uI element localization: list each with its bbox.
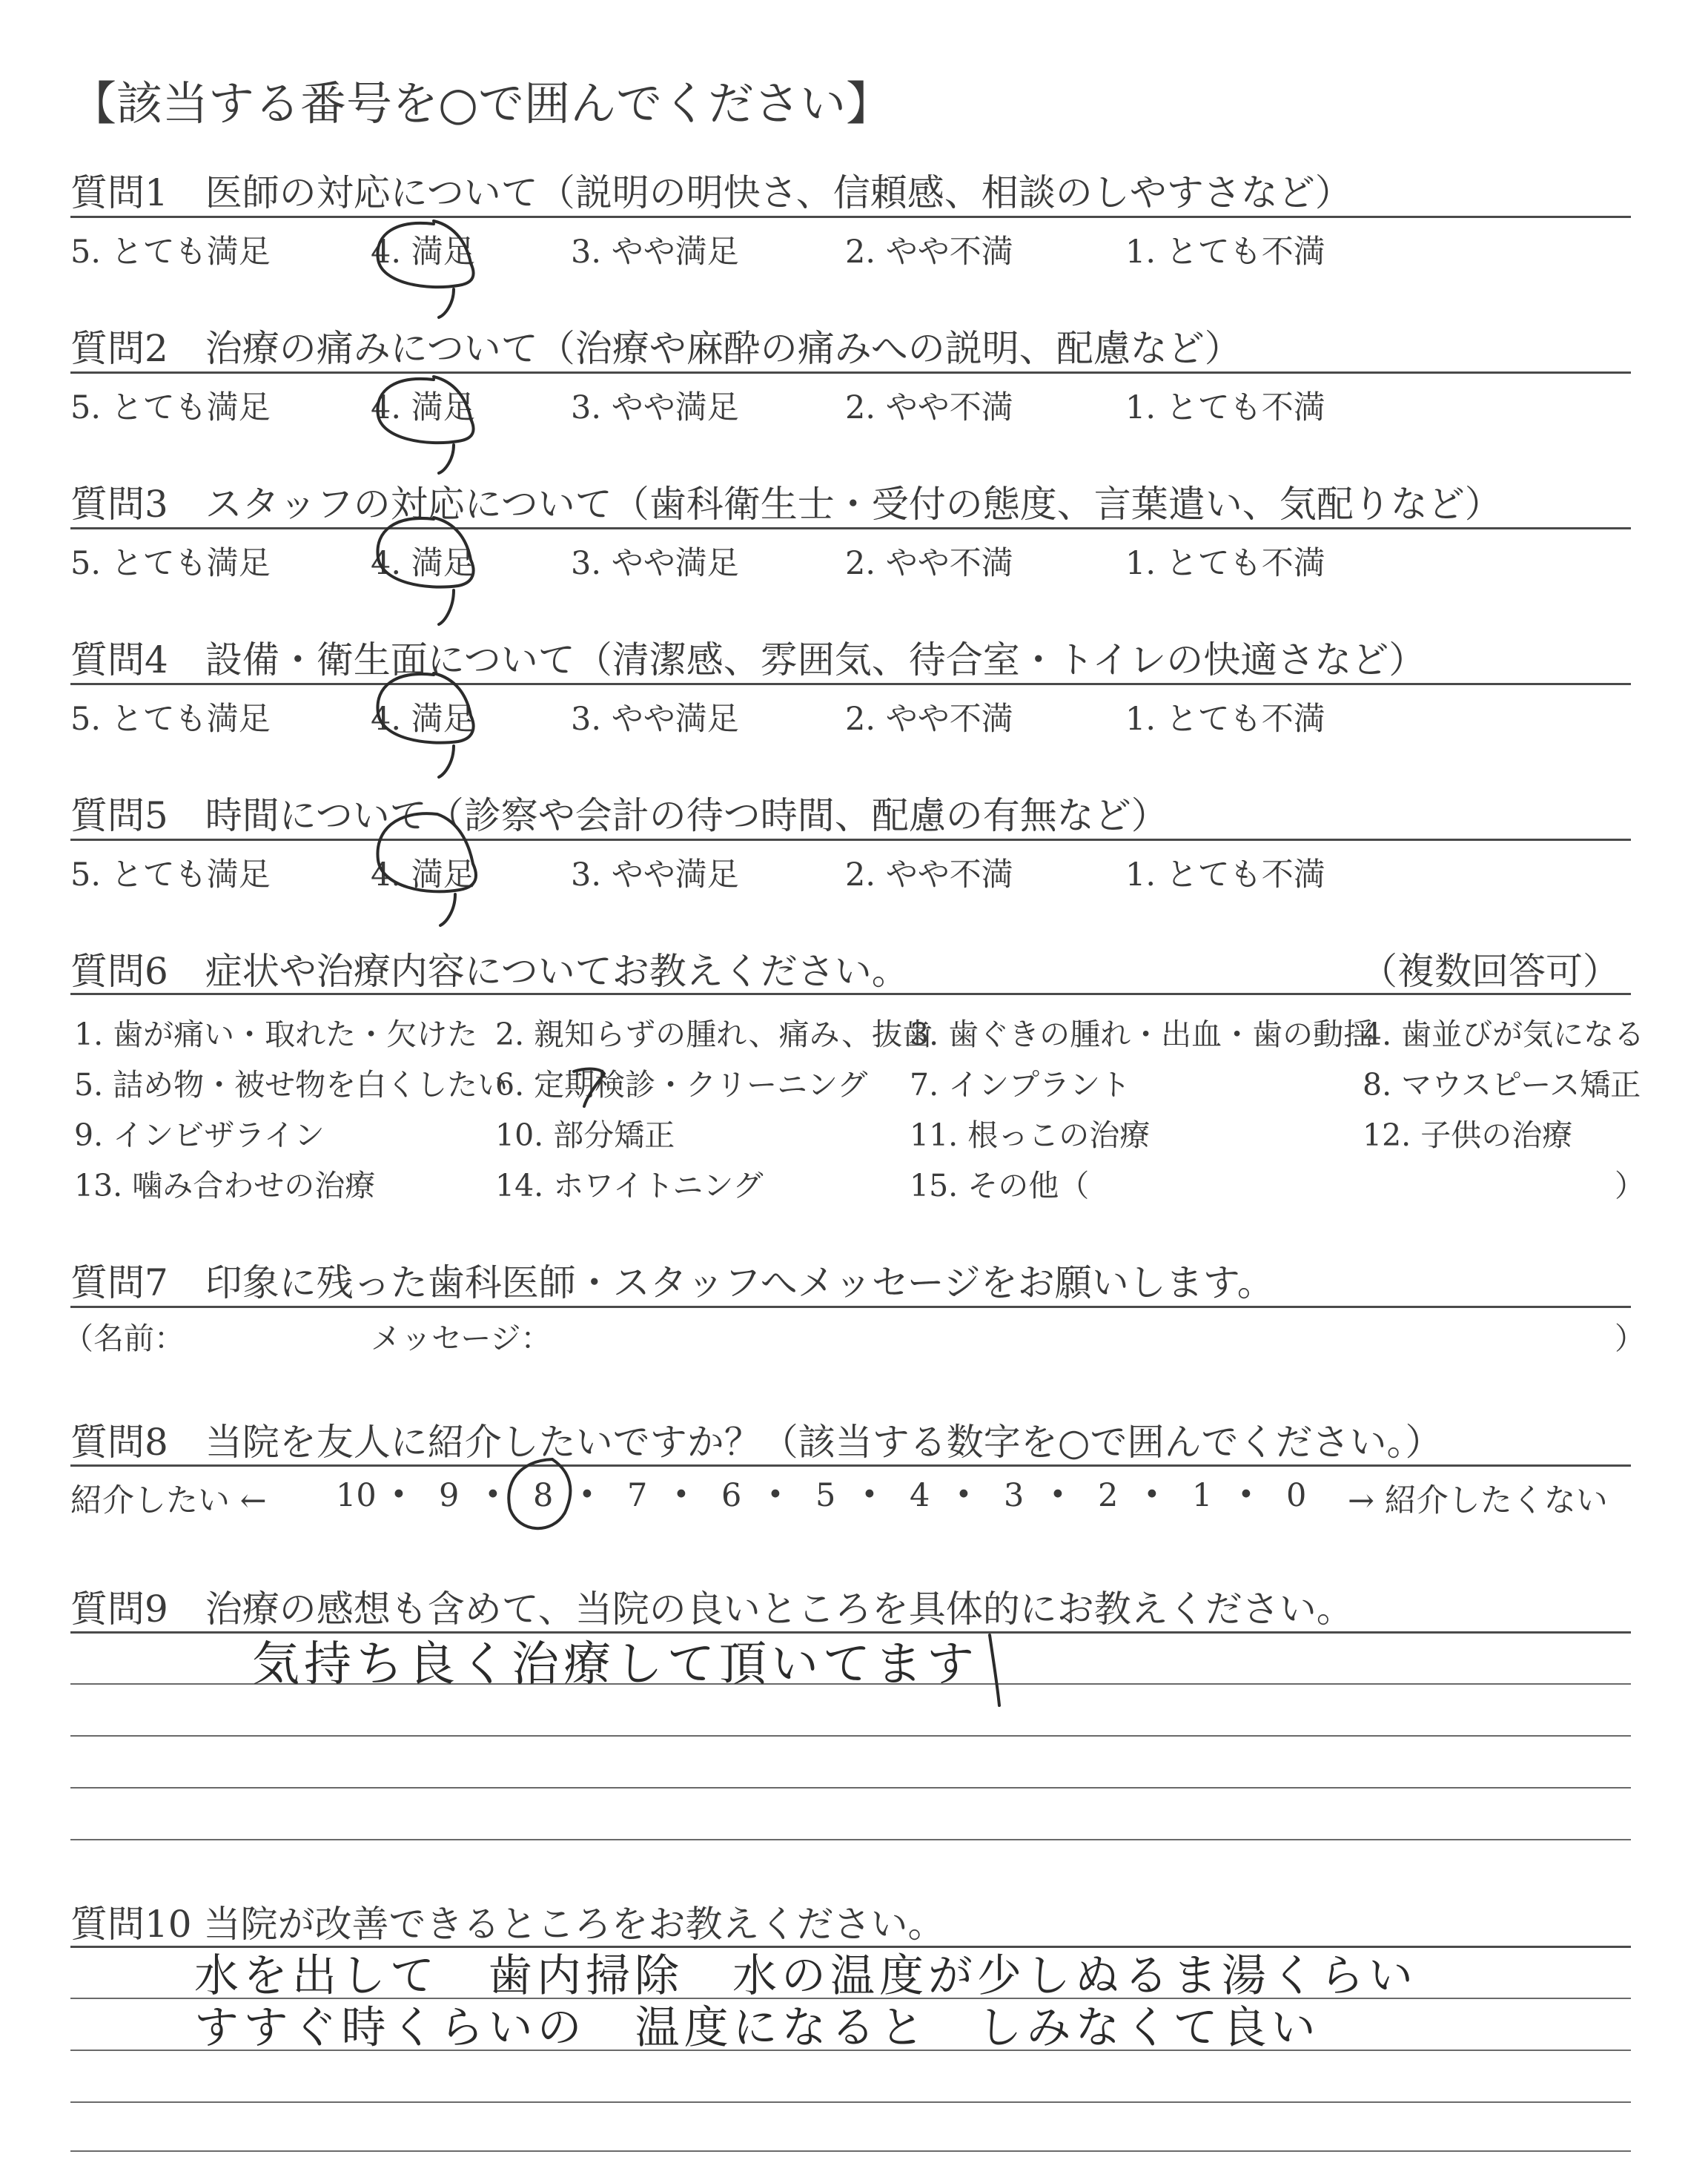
q1-option-5[interactable]: 5. とても満足 bbox=[70, 234, 271, 271]
q3-option-4[interactable]: 4. 満足 bbox=[371, 545, 475, 582]
q6-item-15-close: ） bbox=[1615, 1168, 1645, 1203]
q6-item-1[interactable]: 1. 歯が痛い・取れた・欠けた bbox=[74, 1017, 478, 1052]
question-4-title: 質問4 設備・衛生面について（清潔感、雰囲気、待合室・トイレの快適さなど） bbox=[70, 638, 1426, 681]
q6-item-5[interactable]: 5. 詰め物・被せ物を白くしたい bbox=[74, 1067, 509, 1103]
q4-selection-circle bbox=[377, 673, 473, 777]
q7-close-paren: ） bbox=[1615, 1321, 1645, 1356]
q9-pen-tail bbox=[990, 1635, 999, 1705]
q2-option-5[interactable]: 5. とても満足 bbox=[70, 389, 271, 426]
q4-option-3[interactable]: 3. やや満足 bbox=[571, 701, 739, 738]
q2-option-4[interactable]: 4. 満足 bbox=[371, 389, 475, 426]
q8-scale-separator: • bbox=[485, 1479, 501, 1510]
q8-scale-5[interactable]: 5 bbox=[815, 1477, 836, 1514]
q8-scale-9[interactable]: 9 bbox=[439, 1477, 460, 1514]
q7-message-label: メッセージ： bbox=[371, 1321, 552, 1356]
q2-selection-circle bbox=[377, 377, 473, 473]
instruction-heading: 【該当する番号を○で囲んでください】 bbox=[70, 76, 893, 131]
question-6-title: 質問6 症状や治療内容についてお教えください。 bbox=[70, 950, 909, 993]
q8-scale-6[interactable]: 6 bbox=[721, 1477, 742, 1514]
q1-selection-circle bbox=[377, 221, 473, 317]
q4-option-5[interactable]: 5. とても満足 bbox=[70, 701, 271, 738]
q6-item-13[interactable]: 13. 噛み合わせの治療 bbox=[74, 1168, 376, 1203]
q3-option-5[interactable]: 5. とても満足 bbox=[70, 545, 271, 582]
question-1-title: 質問1 医師の対応について（説明の明快さ、信頼感、相談のしやすさなど） bbox=[70, 171, 1352, 214]
q6-item-6[interactable]: 6. 定期検診・クリーニング bbox=[495, 1067, 868, 1103]
question-9-title: 質問9 治療の感想も含めて、当院の良いところを具体的にお教えください。 bbox=[70, 1588, 1354, 1631]
q6-item-2[interactable]: 2. 親知らずの腫れ、痛み、抜歯 bbox=[495, 1017, 933, 1052]
q6-item-12[interactable]: 12. 子供の治療 bbox=[1363, 1117, 1573, 1153]
q8-right-label: → 紹介したくない bbox=[1348, 1482, 1608, 1519]
q8-left-label: 紹介したい ← bbox=[70, 1482, 267, 1519]
q1-option-3[interactable]: 3. やや満足 bbox=[571, 234, 739, 271]
q8-scale-3[interactable]: 3 bbox=[1004, 1477, 1025, 1514]
q8-scale-0[interactable]: 0 bbox=[1286, 1477, 1307, 1514]
q3-selection-circle bbox=[377, 518, 473, 624]
q7-name-label: （名前： bbox=[63, 1321, 185, 1356]
q8-scale-10[interactable]: 10 bbox=[336, 1477, 377, 1514]
q8-scale-7[interactable]: 7 bbox=[627, 1477, 648, 1514]
question-10-title: 質問10 当院が改善できるところをお教えください。 bbox=[70, 1903, 945, 1946]
q5-option-5[interactable]: 5. とても満足 bbox=[70, 856, 271, 894]
q4-option-1[interactable]: 1. とても不満 bbox=[1125, 701, 1325, 738]
question-5-title: 質問5 時間について（診察や会計の待つ時間、配慮の有無など） bbox=[70, 794, 1168, 837]
q8-selection-circle bbox=[509, 1459, 570, 1528]
q8-scale-separator: • bbox=[1050, 1479, 1066, 1510]
q1-option-1[interactable]: 1. とても不満 bbox=[1125, 234, 1325, 271]
q4-option-4[interactable]: 4. 満足 bbox=[371, 701, 475, 738]
q6-checkmark bbox=[574, 1069, 604, 1106]
q8-scale-separator: • bbox=[1238, 1479, 1254, 1510]
q8-scale-1[interactable]: 1 bbox=[1192, 1477, 1213, 1514]
q5-option-1[interactable]: 1. とても不満 bbox=[1125, 856, 1325, 894]
q4-option-2[interactable]: 2. やや不満 bbox=[845, 701, 1013, 738]
question-7-title: 質問7 印象に残った歯科医師・スタッフへメッセージをお願いします。 bbox=[70, 1261, 1274, 1304]
q8-scale-8[interactable]: 8 bbox=[533, 1477, 554, 1514]
q5-option-2[interactable]: 2. やや不満 bbox=[845, 856, 1013, 894]
q10-handwritten-answer-line-1: 水を出して 歯内掃除 水の温度が少しぬるま湯くらい bbox=[194, 1950, 1417, 2002]
question-2-title: 質問2 治療の痛みについて（治療や麻酔の痛みへの説明、配慮など） bbox=[70, 327, 1242, 370]
q8-scale-separator: • bbox=[767, 1479, 784, 1510]
q8-scale-separator: • bbox=[391, 1479, 407, 1510]
question-8-title: 質問8 当院を友人に紹介したいですか？（該当する数字を○で囲んでください。） bbox=[70, 1421, 1443, 1464]
q10-handwritten-answer-line-2: すすぐ時くらいの 温度になると しみなくて良い bbox=[194, 2002, 1320, 2054]
q8-scale-separator: • bbox=[673, 1479, 689, 1510]
question-3-title: 質問3 スタッフの対応について（歯科衛生士・受付の態度、言葉遣い、気配りなど） bbox=[70, 483, 1502, 526]
q2-option-2[interactable]: 2. やや不満 bbox=[845, 389, 1013, 426]
q6-item-7[interactable]: 7. インプラント bbox=[910, 1067, 1131, 1103]
q6-item-10[interactable]: 10. 部分矯正 bbox=[495, 1117, 675, 1153]
q3-option-2[interactable]: 2. やや不満 bbox=[845, 545, 1013, 582]
q8-scale-2[interactable]: 2 bbox=[1098, 1477, 1119, 1514]
q5-option-4[interactable]: 4. 満足 bbox=[371, 856, 475, 894]
question-6-note: （複数回答可） bbox=[1360, 950, 1620, 993]
q6-item-3[interactable]: 3. 歯ぐきの腫れ・出血・歯の動揺 bbox=[910, 1017, 1374, 1052]
q8-scale-4[interactable]: 4 bbox=[910, 1477, 930, 1514]
q5-selection-circle bbox=[377, 813, 476, 925]
q6-item-11[interactable]: 11. 根っこの治療 bbox=[910, 1117, 1151, 1153]
q8-scale-separator: • bbox=[579, 1479, 595, 1510]
q5-option-3[interactable]: 3. やや満足 bbox=[571, 856, 739, 894]
q1-option-2[interactable]: 2. やや不満 bbox=[845, 234, 1013, 271]
q6-item-15[interactable]: 15. その他（ bbox=[910, 1168, 1090, 1203]
q8-scale-separator: • bbox=[1144, 1479, 1160, 1510]
q3-option-1[interactable]: 1. とても不満 bbox=[1125, 545, 1325, 582]
q6-item-14[interactable]: 14. ホワイトニング bbox=[495, 1168, 764, 1203]
q9-handwritten-answer: 気持ち良く治療して頂いてます bbox=[252, 1637, 979, 1692]
q8-scale-separator: • bbox=[861, 1479, 878, 1510]
q2-option-3[interactable]: 3. やや満足 bbox=[571, 389, 739, 426]
q8-scale-separator: • bbox=[956, 1479, 972, 1510]
q1-option-4[interactable]: 4. 満足 bbox=[371, 234, 475, 271]
q3-option-3[interactable]: 3. やや満足 bbox=[571, 545, 739, 582]
q6-item-8[interactable]: 8. マウスピース矯正 bbox=[1363, 1067, 1641, 1103]
q6-item-4[interactable]: 4. 歯並びが気になる bbox=[1363, 1017, 1645, 1052]
q6-item-9[interactable]: 9. インビザライン bbox=[74, 1117, 325, 1153]
q2-option-1[interactable]: 1. とても不満 bbox=[1125, 389, 1325, 426]
